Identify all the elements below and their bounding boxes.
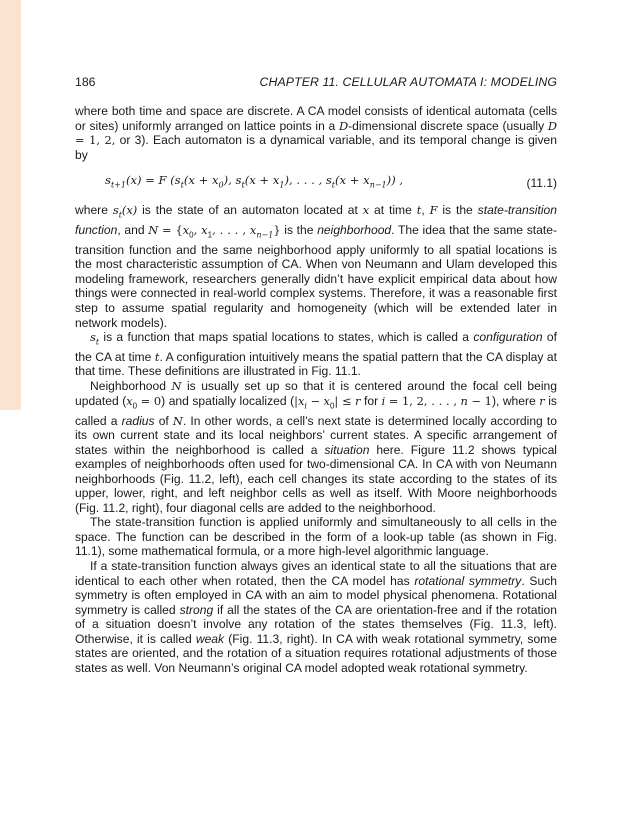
equation-11-1 bbox=[75, 173, 557, 193]
equation-number: (11.1) bbox=[526, 175, 557, 190]
paragraph: where both time and space are discrete. A CA model consists of identical automata (cells or sites) uniformly arranged on lattice points in a D-dimensional discrete space (usually D = 1, 2, or 3). Each automaton is a dynamical variable, and its temporal change is given by bbox=[75, 104, 557, 162]
chapter-title: CHAPTER 11. CELLULAR AUTOMATA I: MODELING bbox=[259, 75, 557, 89]
equation-formula: $s_{t+1}(x) = F$ ($s_t(x + x_0)$, $s_t(x + x_1)$, . . . , $s_t(x + x_{n-1})$) , bbox=[105, 173, 404, 190]
page-header bbox=[75, 75, 557, 89]
paragraph: The state-transition function is applied uniformly and simultaneously to all cells in the space. The function can be described in the form of a look-up table (as shown in Fig. 11.1), some mathematical formula, or a more high-level algorithmic language. bbox=[75, 515, 557, 559]
margin-color-strip bbox=[0, 0, 21, 410]
paragraph: $s_t$ is a function that maps spatial locations to states, which is called a configuration of the CA at time t. A configuration intuitively means the spatial pattern that the CA display at that time. These definitions are illustrated in Fig. 11.1. bbox=[75, 330, 558, 379]
page-number: 186 bbox=[75, 75, 96, 89]
paragraph: where $s_t(x)$ is the state of an automaton located at x at time t, F is the state-transition function, and $N = \{x_0$, $x_1$, . . . , $x_{n-1}$} is the neighborhood. The idea that the same state-transition function and the same neighborhood apply uniformly to all spatial locations is the most characteristic assumption of CA. When von Neumann and Ulam developed this modeling framework, researchers generally didn’t have explicit empirical data about how things were connected in real-world complex systems. Therefore, it was a reasonable first step to assume spatial regularity and homogeneity (which will be extended later in network models). bbox=[75, 203, 557, 330]
paragraph: If a state-transition function always gives an identical state to all the situations that are identical to each other when rotated, then the CA model has rotational symmetry. Such symmetry is often employed in CA with an aim to model physical phenomena. Rotational symmetry is called strong if all the states of the CA are orientation-free and if the rotation of a situation doesn’t involve any rotation of the states themselves (Fig. 11.3, left). Otherwise, it is called weak (Fig. 11.3, right). In CA with weak rotational symmetry, some states are oriented, and the rotation of a situation requires rotational adjustments of those states as well. Von Neumann’s original CA model adopted weak rotational symmetry. bbox=[75, 559, 557, 675]
paragraph: Neighborhood N is usually set up so that it is centered around the focal cell being updated $(x_0 = 0)$ and spatially localized ($|x_i - x_0| \le r$ for i = 1, 2, . . . , n − 1), where r is called a radius of N. In other words, a cell’s next state is determined locally according to its own current state and its local neighbors’ current states. A specific arrangement of states within the neighborhood is called a situation here. Figure 11.2 shows typical examples of neighborhoods often used for two-dimensional CA. In CA with von Neumann neighborhoods (Fig. 11.2, left), each cell changes its state according to the states of its upper, lower, right, and left neighbor cells as well as itself. With Moore neighborhoods (Fig. 11.2, right), four diagonal cells are added to the neighborhood. bbox=[75, 379, 557, 515]
body-text bbox=[75, 104, 557, 675]
